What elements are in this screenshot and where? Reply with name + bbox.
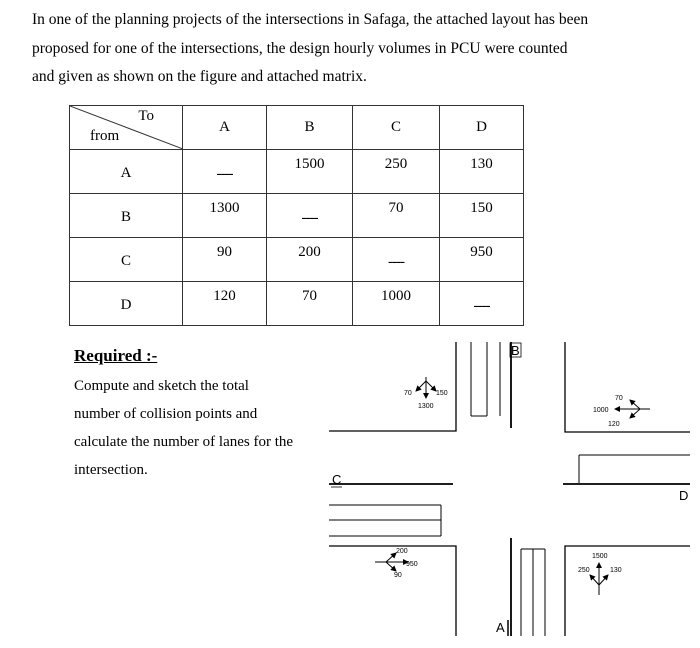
table-cell: ---- [267,194,353,238]
col-header-a: A [183,106,267,150]
leg-label-d: D [679,488,689,503]
leg-label-b: B [511,343,520,358]
c-bottom-volume: 90 [394,572,402,579]
table-cell: 70 [267,282,353,326]
table-cell: 130 [440,150,524,194]
required-line-3: calculate the number of lanes for the [74,434,294,450]
d-through-volume: 1000 [593,407,609,414]
table-cell: ---- [440,282,524,326]
c-top-volume: 200 [396,548,408,555]
table-cell: ---- [353,238,440,282]
table-cell: 90 [183,238,267,282]
road-edges [329,342,690,636]
required-line-1: Compute and sketch the total [74,378,249,394]
row-label-b: B [70,194,183,238]
corner-to-label: To [138,108,154,124]
col-header-b: B [267,106,353,150]
c-through-volume: 950 [406,561,418,568]
c-approach-arrows [375,553,408,571]
d-bottom-volume: 120 [608,421,620,428]
required-title: Required :- [74,346,158,365]
corner-from-label: from [90,128,120,144]
required-line-2: number of collision points and [74,406,258,422]
table-cell: 70 [353,194,440,238]
table-cell: 1500 [267,150,353,194]
a-approach-arrows [590,563,608,595]
leg-label-c: C [332,472,342,487]
a-left-volume: 250 [578,567,590,574]
col-header-d: D [440,106,524,150]
row-label-d: D [70,282,183,326]
intro-line-1: In one of the planning projects of the intersections in Safaga, the attached layout has been [32,11,589,28]
a-through-volume: 1500 [592,553,608,560]
b-right-volume: 150 [436,390,448,397]
table-cell: ---- [183,150,267,194]
a-right-volume: 130 [610,567,622,574]
b-approach-arrows [416,377,436,398]
d-approach-arrows [615,400,650,418]
col-header-c: C [353,106,440,150]
row-label-c: C [70,238,183,282]
table-cell: 950 [440,238,524,282]
table-cell: 1000 [353,282,440,326]
table-cell: 120 [183,282,267,326]
d-top-volume: 70 [615,395,623,402]
table-cell: 1300 [183,194,267,238]
row-label-a: A [70,150,183,194]
intro-line-2: proposed for one of the intersections, the design hourly volumes in PCU were counted [32,39,568,57]
leg-label-a: A [496,620,505,635]
table-cell: 150 [440,194,524,238]
table-cell: 250 [353,150,440,194]
required-line-4: intersection. [74,462,148,478]
intro-line-3: and given as shown on the figure and attached matrix. [32,68,367,85]
b-through-volume: 1300 [418,403,434,410]
b-left-volume: 70 [404,390,412,397]
table-cell: 200 [267,238,353,282]
